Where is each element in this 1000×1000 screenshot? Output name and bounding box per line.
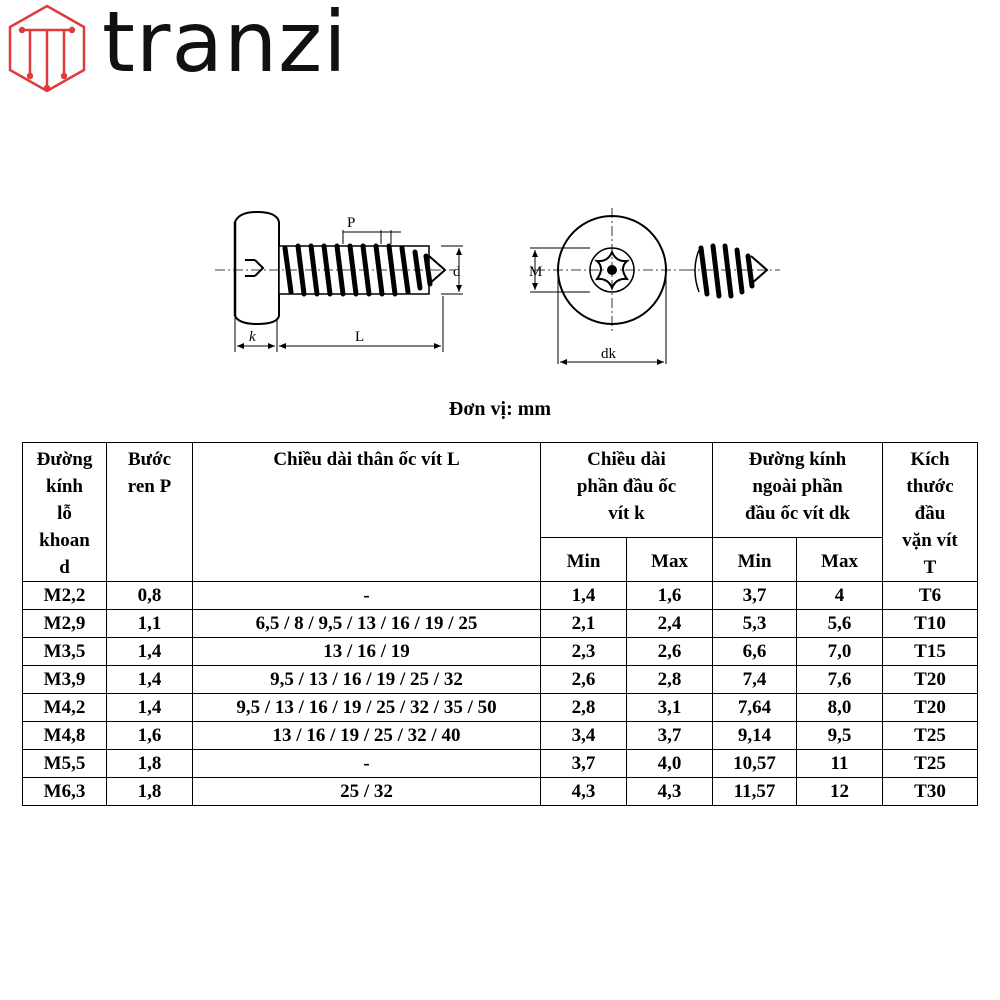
cell-size: M3,5 [23,638,107,666]
cell-dk-max: 9,5 [797,722,883,750]
header-dk-max: Max [797,538,883,582]
table-row [23,582,978,610]
cell-k-min: 1,4 [541,582,627,610]
cell-pitch: 1,1 [107,610,193,638]
unit-label: Đơn vị: mm [448,398,552,420]
cell-drive: T10 [883,610,978,638]
cell-pitch: 1,6 [107,722,193,750]
cell-size: M4,2 [23,694,107,722]
cell-dk-max: 7,6 [797,666,883,694]
cell-k-max: 1,6 [627,582,713,610]
cell-k-max: 2,4 [627,610,713,638]
brand-name: tranzi [102,0,348,91]
cell-dk-min: 3,7 [713,582,797,610]
cell-drive: T20 [883,694,978,722]
cell-dk-min: 7,4 [713,666,797,694]
cell-lengths: 13 / 16 / 19 [193,638,541,666]
spec-table [22,442,978,806]
cell-dk-max: 7,0 [797,638,883,666]
cell-drive: T6 [883,582,978,610]
screw-dimension-drawing [205,200,785,380]
header-drive-size: Kích thước đầu vặn vít T [883,443,978,582]
cell-k-min: 2,6 [541,666,627,694]
cell-k-max: 2,8 [627,666,713,694]
diameter-label: d [453,264,461,280]
screw-side-view [235,212,429,324]
cell-k-max: 4,0 [627,750,713,778]
cell-dk-min: 9,14 [713,722,797,750]
cell-pitch: 1,8 [107,778,193,806]
cell-lengths: - [193,582,541,610]
cell-drive: T25 [883,750,978,778]
cell-k-min: 2,1 [541,610,627,638]
cell-pitch: 1,4 [107,694,193,722]
table-row [23,750,978,778]
cell-drive: T20 [883,666,978,694]
cell-size: M3,9 [23,666,107,694]
cell-k-max: 3,1 [627,694,713,722]
cell-dk-max: 12 [797,778,883,806]
hexagon-logo-icon [6,2,96,98]
cell-pitch: 0,8 [107,582,193,610]
cell-dk-min: 10,57 [713,750,797,778]
cell-lengths: 9,5 / 13 / 16 / 19 / 25 / 32 / 35 / 50 [193,694,541,722]
cell-pitch: 1,8 [107,750,193,778]
table-row [23,694,978,722]
header-dk-min: Min [713,538,797,582]
cell-lengths: - [193,750,541,778]
head-diameter-label: dk [601,346,616,362]
cell-dk-min: 5,3 [713,610,797,638]
cell-lengths: 9,5 / 13 / 16 / 19 / 25 / 32 [193,666,541,694]
length-label: L [355,329,365,345]
table-row [23,638,978,666]
header-length: Chiều dài thân ốc vít L [193,443,541,582]
cell-pitch: 1,4 [107,638,193,666]
cell-lengths: 25 / 32 [193,778,541,806]
pitch-label: P [347,215,356,231]
cell-lengths: 6,5 / 8 / 9,5 / 13 / 16 / 19 / 25 [193,610,541,638]
table-row [23,778,978,806]
table-row [23,610,978,638]
table-row [23,722,978,750]
cell-dk-min: 7,64 [713,694,797,722]
head-height-label: k [249,329,256,345]
cell-drive: T15 [883,638,978,666]
brand-logo [6,0,348,98]
cell-drive: T30 [883,778,978,806]
cell-k-max: 4,3 [627,778,713,806]
cell-k-max: 3,7 [627,722,713,750]
cell-dk-min: 11,57 [713,778,797,806]
header-pitch: Bước ren P [107,443,193,582]
screw-tip-view [701,246,752,296]
cell-pitch: 1,4 [107,666,193,694]
cell-k-max: 2,6 [627,638,713,666]
cell-lengths: 13 / 16 / 19 / 25 / 32 / 40 [193,722,541,750]
cell-k-min: 2,8 [541,694,627,722]
cell-drive: T25 [883,722,978,750]
cell-k-min: 2,3 [541,638,627,666]
cell-size: M5,5 [23,750,107,778]
cell-size: M2,2 [23,582,107,610]
cell-dk-min: 6,6 [713,638,797,666]
table-row [23,666,978,694]
header-k-min: Min [541,538,627,582]
cell-size: M4,8 [23,722,107,750]
cell-dk-max: 8,0 [797,694,883,722]
cell-k-min: 3,4 [541,722,627,750]
spec-table-body [23,582,978,806]
cell-size: M6,3 [23,778,107,806]
header-hole-diameter: Đường kính lỗ khoan d [23,443,107,582]
header-head-diameter: Đường kính ngoài phần đầu ốc vít dk [713,443,883,538]
cell-dk-max: 11 [797,750,883,778]
cell-k-min: 4,3 [541,778,627,806]
m-label: M [529,264,543,280]
header-head-height: Chiều dài phần đầu ốc vít k [541,443,713,538]
cell-dk-max: 5,6 [797,610,883,638]
cell-k-min: 3,7 [541,750,627,778]
cell-size: M2,9 [23,610,107,638]
cell-dk-max: 4 [797,582,883,610]
header-k-max: Max [627,538,713,582]
